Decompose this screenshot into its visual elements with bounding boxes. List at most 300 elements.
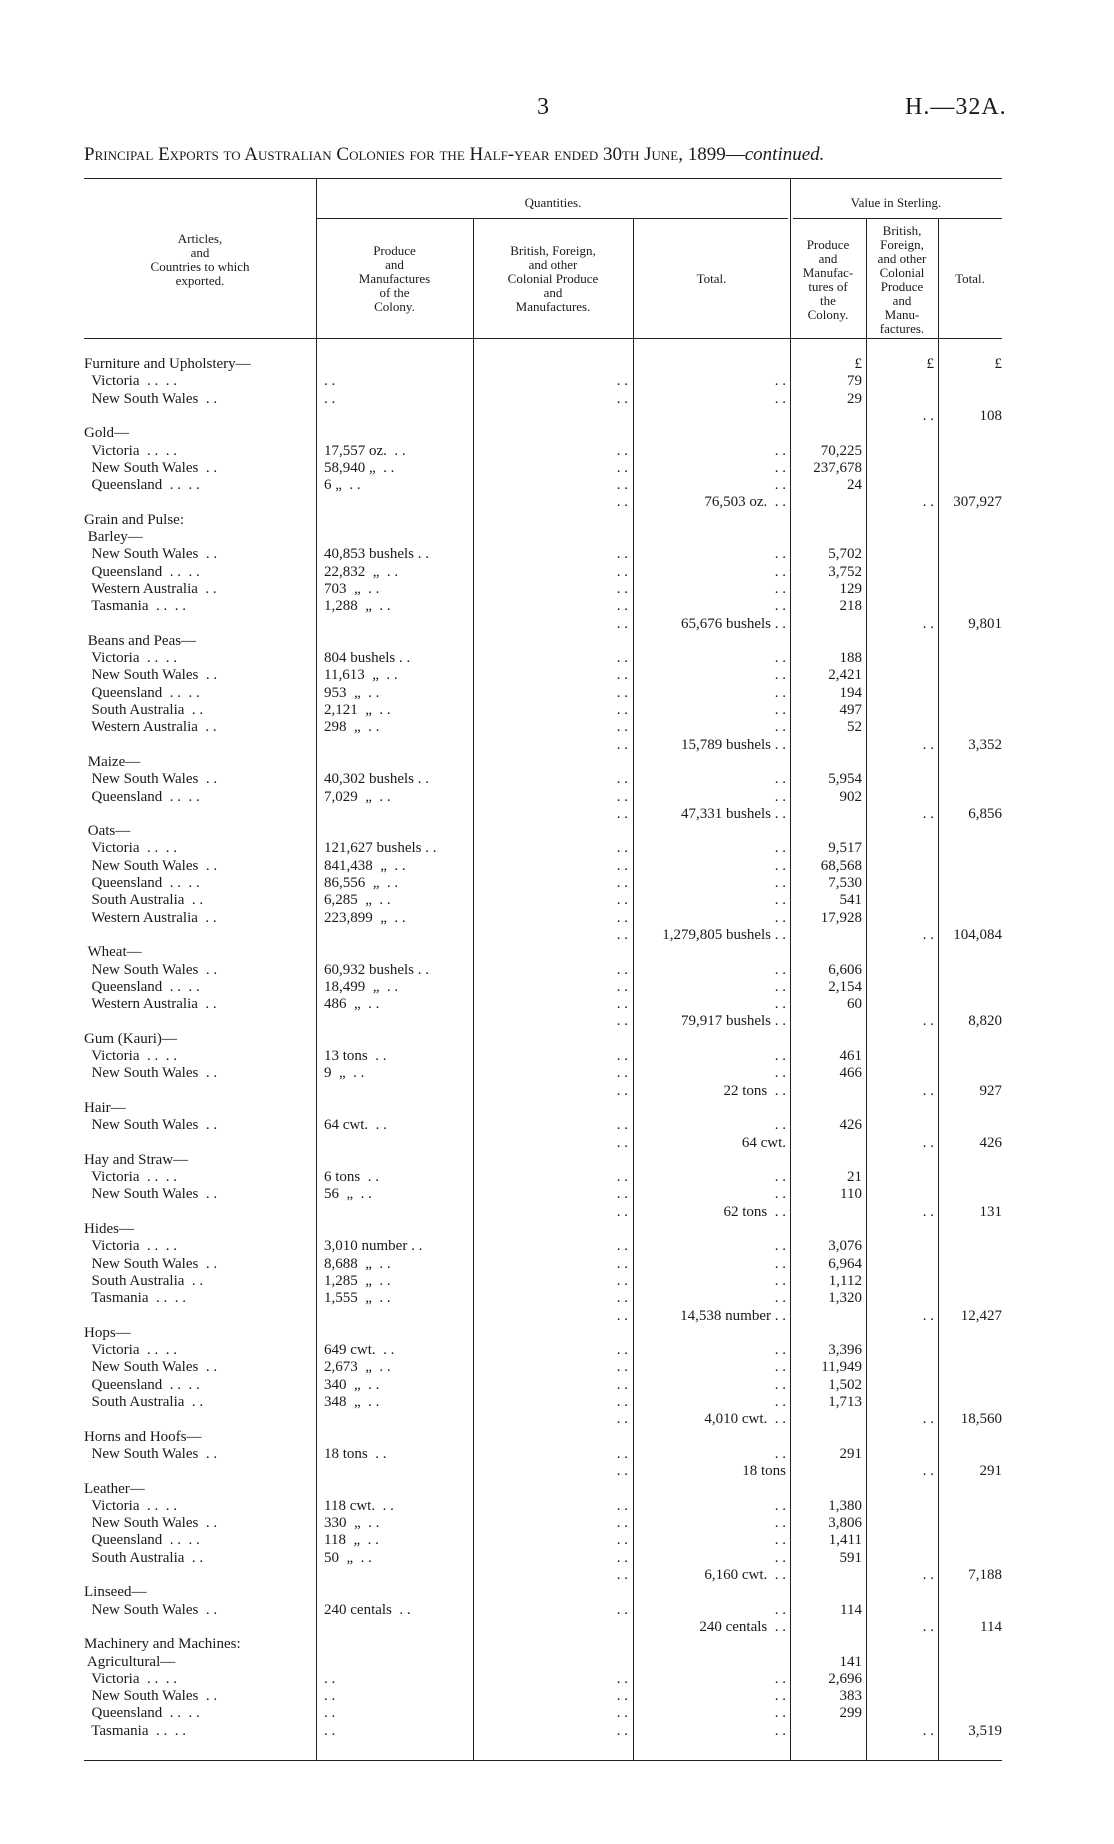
cell-value-produce: 52: [847, 719, 862, 736]
cell-total-qty: . .: [774, 1445, 786, 1462]
cell-total-qty: . .: [774, 1601, 786, 1618]
cell-produce-qty: 118 cwt. . .: [324, 1497, 394, 1514]
row-label: Western Australia . .: [84, 580, 217, 597]
row-label: New South Wales . .: [84, 1515, 218, 1532]
cell-total-qty: . .: [774, 1117, 786, 1134]
cell-value-total: 426: [979, 1134, 1002, 1151]
cell-value-produce: 60: [847, 996, 862, 1013]
cell-total-qty: . .: [774, 996, 786, 1013]
cell-british-qty: . .: [616, 1705, 628, 1722]
row-label: Victoria . . . .: [84, 373, 177, 390]
row-label: Victoria . . . .: [84, 1048, 177, 1064]
cell-british-qty: . .: [616, 926, 628, 943]
cell-produce-qty: 60,932 bushels . .: [324, 961, 429, 978]
cell-produce-qty: 3,010 number . .: [324, 1238, 423, 1255]
cell-british-qty: . .: [616, 1601, 628, 1618]
cell-produce-qty: 6,285 „ . .: [324, 892, 391, 909]
row-label: New South Wales . .: [84, 1255, 218, 1272]
cell-value-british: . .: [922, 1722, 934, 1739]
cell-british-qty: . .: [616, 477, 628, 494]
cell-value-british: . .: [922, 407, 934, 424]
cell-produce-qty: 223,899 „ . .: [324, 909, 406, 926]
cell-produce-qty: 6 tons . .: [324, 1169, 380, 1186]
cell-total-qty: . .: [774, 563, 786, 580]
row-label: Tasmania . . . .: [84, 1290, 186, 1307]
cell-british-qty: . .: [616, 892, 628, 909]
row-label: Wheat—: [84, 944, 142, 961]
cell-produce-qty: 18,499 „ . .: [324, 978, 399, 995]
cell-british-qty: . .: [616, 390, 628, 407]
cell-value-produce: 5,954: [828, 771, 862, 788]
row-label: Queensland . . . .: [84, 978, 200, 995]
cell-produce-qty: 1,285 „ . .: [324, 1272, 391, 1289]
cell-produce-qty: 703 „ . .: [324, 580, 380, 597]
cell-total-qty: 4,010 cwt. . .: [704, 1411, 786, 1428]
cell-total-qty: . .: [774, 857, 786, 874]
cell-value-produce: 1,320: [828, 1290, 862, 1307]
header-bottom-rule: [84, 338, 1002, 339]
cell-value-produce: 5,702: [828, 546, 862, 563]
cell-total-qty: . .: [774, 1359, 786, 1376]
row-label: Beans and Peas—: [84, 632, 197, 649]
row-label: New South Wales . .: [84, 1445, 218, 1462]
cell-value-produce: 17,928: [820, 909, 862, 926]
cell-value-british: . .: [922, 1307, 934, 1324]
cell-british-qty: . .: [616, 909, 628, 926]
cell-value-produce: 426: [839, 1117, 862, 1134]
cell-value-british: . .: [922, 1203, 934, 1220]
cell-british-qty: . .: [616, 1255, 628, 1272]
cell-produce-qty: 56 „ . .: [324, 1186, 372, 1203]
row-label: Grain and Pulse:: [84, 511, 184, 528]
row-label: New South Wales . .: [84, 1186, 218, 1203]
row-label: Western Australia . .: [84, 996, 217, 1013]
row-label: Victoria . . . .: [84, 1670, 177, 1687]
cell-value-total: 307,927: [953, 494, 1002, 511]
cell-total-qty: . .: [774, 978, 786, 995]
cell-value-produce: 29: [847, 390, 862, 407]
cell-value-produce: 3,396: [828, 1342, 862, 1359]
cell-value-produce: 70,225: [820, 442, 862, 459]
header-articles: Articles, and Countries to which exported.: [150, 231, 250, 288]
title-continued: continued.: [744, 144, 825, 165]
title-main: Principal Exports to Australian Colonies for the Half-year ended 30th June, 1899—: [84, 144, 745, 165]
cell-british-qty: . .: [616, 1048, 628, 1064]
cell-total-qty: 65,676 bushels . .: [681, 615, 786, 632]
cell-produce-qty: 486 „ . .: [324, 996, 380, 1013]
cell-produce-qty: 348 „ . .: [324, 1394, 380, 1410]
cell-produce-qty: 22,832 „ . .: [324, 563, 399, 580]
cell-british-qty: . .: [616, 1134, 628, 1151]
row-label: Linseed—: [84, 1584, 147, 1601]
cell-british-qty: . .: [616, 736, 628, 753]
cell-british-qty: . .: [616, 580, 628, 597]
cell-british-qty: . .: [616, 546, 628, 563]
page-title: [84, 144, 1014, 166]
cell-produce-qty: 40,853 bushels . .: [324, 546, 429, 563]
cell-british-qty: . .: [616, 1688, 628, 1705]
cell-total-qty: . .: [774, 442, 786, 459]
cell-produce-qty: 9 „ . .: [324, 1065, 365, 1082]
cell-british-qty: . .: [616, 1394, 628, 1410]
row-label: Victoria . . . .: [84, 1169, 177, 1186]
row-label: Agricultural—: [84, 1653, 176, 1670]
cell-british-qty: . .: [616, 684, 628, 701]
cell-total-qty: . .: [774, 580, 786, 597]
cell-value-produce: 6,964: [828, 1255, 862, 1272]
cell-british-qty: . .: [616, 702, 628, 718]
cell-produce-qty: . .: [324, 1705, 336, 1722]
cell-british-qty: . .: [616, 1013, 628, 1030]
row-label: New South Wales . .: [84, 961, 218, 978]
cell-produce-qty: 40,302 bushels . .: [324, 771, 429, 788]
row-label: New South Wales . .: [84, 1065, 218, 1082]
cell-total-qty: . .: [774, 1272, 786, 1289]
cell-produce-qty: . .: [324, 373, 336, 390]
row-label: Victoria . . . .: [84, 1497, 177, 1514]
cell-produce-qty: 8,688 „ . .: [324, 1255, 391, 1272]
cell-british-qty: . .: [616, 1238, 628, 1255]
cell-total-qty: . .: [774, 546, 786, 563]
cell-total-qty: . .: [774, 892, 786, 909]
cell-total-qty: . .: [774, 1238, 786, 1255]
cell-british-qty: . .: [616, 1411, 628, 1428]
cell-value-total: 3,519: [968, 1722, 1002, 1739]
cell-value-produce: 237,678: [813, 459, 862, 476]
page-number: 3: [537, 94, 549, 120]
row-label: New South Wales . .: [84, 667, 218, 684]
cell-value-produce: 1,713: [828, 1394, 862, 1410]
cell-value-produce: 79: [847, 373, 862, 390]
cell-total-qty: . .: [774, 1376, 786, 1393]
quantities-rule: [316, 218, 788, 219]
cell-total-qty: . .: [774, 390, 786, 407]
cell-produce-qty: 240 centals . .: [324, 1601, 411, 1618]
header-value-british: British, Foreign, and other Colonial Produce and Manu- factures.: [877, 223, 927, 336]
cell-total-qty: . .: [774, 1290, 786, 1307]
cell-british-qty: . .: [616, 719, 628, 736]
cell-value-total: 7,188: [968, 1567, 1002, 1583]
cell-produce-qty: 118 „ . .: [324, 1532, 379, 1549]
cell-value-produce: £: [854, 356, 862, 372]
cell-value-produce: 21: [847, 1169, 862, 1186]
cell-produce-qty: 7,029 „ . .: [324, 788, 391, 805]
cell-total-qty: 76,503 oz. . .: [704, 494, 786, 511]
cell-total-qty: 22 tons . .: [723, 1082, 786, 1099]
cell-total-qty: . .: [774, 1549, 786, 1566]
header-quantities: Quantities.: [524, 195, 582, 210]
cell-value-produce: 1,502: [828, 1376, 862, 1393]
row-label: Hay and Straw—: [84, 1151, 189, 1168]
cell-produce-qty: 841,438 „ . .: [324, 857, 406, 874]
row-label: Queensland . . . .: [84, 788, 200, 805]
cell-value-produce: 466: [839, 1065, 862, 1082]
cell-total-qty: . .: [774, 1705, 786, 1722]
cell-value-british: . .: [922, 736, 934, 753]
cell-british-qty: . .: [616, 961, 628, 978]
cell-value-produce: 2,696: [828, 1670, 862, 1687]
cell-value-total: 104,084: [953, 926, 1002, 943]
cell-british-qty: . .: [616, 494, 628, 511]
cell-value-produce: 6,606: [828, 961, 862, 978]
cell-total-qty: . .: [774, 1048, 786, 1064]
header-value-total: Total.: [955, 271, 985, 286]
cell-value-produce: 461: [839, 1048, 862, 1064]
cell-total-qty: . .: [774, 684, 786, 701]
cell-total-qty: . .: [774, 1497, 786, 1514]
cell-value-produce: 114: [840, 1601, 862, 1618]
cell-british-qty: . .: [616, 1342, 628, 1359]
cell-value-produce: 2,154: [828, 978, 862, 995]
cell-value-produce: 7,530: [828, 875, 862, 891]
row-label: New South Wales . .: [84, 1117, 218, 1134]
cell-total-qty: . .: [774, 477, 786, 494]
cell-produce-qty: . .: [324, 1722, 336, 1739]
row-label: Gold—: [84, 425, 129, 442]
cell-produce-qty: 64 cwt. . .: [324, 1117, 387, 1134]
cell-produce-qty: . .: [324, 390, 336, 407]
cell-total-qty: . .: [774, 961, 786, 978]
row-label: Victoria . . . .: [84, 442, 177, 459]
cell-value-total: 291: [979, 1463, 1002, 1480]
cell-value-produce: 141: [839, 1653, 862, 1670]
value-rule: [793, 218, 1002, 219]
cell-produce-qty: 58,940 „ . .: [324, 459, 395, 476]
cell-value-british: . .: [922, 805, 934, 822]
cell-total-qty: . .: [774, 1688, 786, 1705]
cell-produce-qty: 2,121 „ . .: [324, 702, 391, 718]
cell-value-produce: 68,568: [820, 857, 862, 874]
cell-total-qty: 62 tons . .: [723, 1203, 786, 1220]
row-label: Victoria . . . .: [84, 1238, 177, 1255]
row-label: New South Wales . .: [84, 459, 218, 476]
cell-total-qty: 15,789 bushels . .: [681, 736, 786, 753]
cell-british-qty: . .: [616, 615, 628, 632]
cell-total-qty: 79,917 bushels . .: [681, 1013, 786, 1030]
cell-produce-qty: 953 „ . .: [324, 684, 380, 701]
cell-total-qty: 240 centals . .: [699, 1618, 786, 1635]
row-label: New South Wales . .: [84, 1688, 218, 1705]
cell-total-qty: . .: [774, 771, 786, 788]
cell-total-qty: . .: [774, 1722, 786, 1739]
cell-british-qty: . .: [616, 1549, 628, 1566]
cell-british-qty: . .: [616, 1497, 628, 1514]
cell-total-qty: . .: [774, 1186, 786, 1203]
cell-total-qty: . .: [774, 650, 786, 667]
cell-produce-qty: 6 „ . .: [324, 477, 361, 494]
cell-british-qty: . .: [616, 1515, 628, 1532]
row-label: Barley—: [84, 529, 143, 545]
row-label: Queensland . . . .: [84, 1532, 200, 1549]
row-label: Gum (Kauri)—: [84, 1030, 177, 1047]
cell-total-qty: . .: [774, 702, 786, 718]
row-label: New South Wales . .: [84, 1601, 218, 1618]
cell-value-total: 18,560: [960, 1411, 1002, 1428]
cell-british-qty: . .: [616, 1670, 628, 1687]
cell-british-qty: . .: [616, 1082, 628, 1099]
cell-british-qty: . .: [616, 373, 628, 390]
cell-value-produce: 194: [839, 684, 862, 701]
cell-value-total: 108: [979, 407, 1002, 424]
cell-british-qty: . .: [616, 442, 628, 459]
table-top-rule: [84, 178, 1002, 179]
row-label: South Australia . .: [84, 892, 204, 909]
cell-british-qty: . .: [616, 667, 628, 684]
cell-produce-qty: 18 tons . .: [324, 1445, 387, 1462]
cell-value-produce: 383: [839, 1688, 862, 1705]
cell-total-qty: . .: [774, 598, 786, 615]
cell-value-total: 3,352: [968, 736, 1002, 753]
cell-total-qty: 47,331 bushels . .: [681, 805, 786, 822]
cell-british-qty: . .: [616, 1445, 628, 1462]
row-label: New South Wales . .: [84, 390, 218, 407]
row-label: Machinery and Machines:: [84, 1636, 241, 1653]
cell-british-qty: . .: [616, 1203, 628, 1220]
cell-produce-qty: 17,557 oz. . .: [324, 442, 406, 459]
row-label: Maize—: [84, 753, 141, 770]
cell-produce-qty: 86,556 „ . .: [324, 875, 399, 891]
cell-value-produce: 110: [840, 1186, 862, 1203]
cell-value-produce: 291: [839, 1445, 862, 1462]
cell-produce-qty: . .: [324, 1670, 336, 1687]
row-label: Queensland . . . .: [84, 563, 200, 580]
cell-value-british: . .: [922, 615, 934, 632]
cell-produce-qty: 1,288 „ . .: [324, 598, 391, 615]
cell-total-qty: . .: [774, 1532, 786, 1549]
cell-british-qty: . .: [616, 996, 628, 1013]
cell-british-qty: . .: [616, 1463, 628, 1480]
cell-total-qty: . .: [774, 667, 786, 684]
page-reference: H.—32A.: [905, 94, 1007, 120]
col-divider: [316, 178, 317, 1760]
cell-british-qty: . .: [616, 840, 628, 857]
cell-produce-qty: 340 „ . .: [324, 1376, 380, 1393]
cell-british-qty: . .: [616, 598, 628, 615]
cell-value-produce: 3,076: [828, 1238, 862, 1255]
row-label: Hides—: [84, 1221, 134, 1237]
row-label: Queensland . . . .: [84, 1705, 200, 1722]
col-divider: [633, 218, 634, 1760]
cell-value-british: . .: [922, 1463, 934, 1480]
cell-value-total: 9,801: [968, 615, 1002, 632]
cell-total-qty: . .: [774, 719, 786, 736]
cell-british-qty: . .: [616, 978, 628, 995]
col-divider: [473, 218, 474, 1760]
cell-total-qty: . .: [774, 1169, 786, 1186]
cell-british-qty: . .: [616, 1376, 628, 1393]
cell-value-british: £: [926, 356, 934, 372]
cell-value-produce: 902: [839, 788, 862, 805]
cell-value-total: 927: [979, 1082, 1002, 1099]
cell-british-qty: . .: [616, 788, 628, 805]
cell-value-produce: 129: [839, 580, 862, 597]
cell-british-qty: . .: [616, 1290, 628, 1307]
cell-value-total: 12,427: [960, 1307, 1002, 1324]
row-label: Queensland . . . .: [84, 477, 200, 494]
row-label: South Australia . .: [84, 702, 204, 718]
cell-value-produce: 3,806: [828, 1515, 862, 1532]
header-value-produce: Produce and Manufac- tures of the Colony.: [802, 237, 854, 322]
cell-value-produce: 2,421: [828, 667, 862, 684]
row-label: Victoria . . . .: [84, 840, 177, 857]
cell-total-qty: . .: [774, 909, 786, 926]
cell-value-produce: 1,380: [828, 1497, 862, 1514]
cell-produce-qty: 1,555 „ . .: [324, 1290, 391, 1307]
col-divider: [790, 178, 791, 1760]
cell-british-qty: . .: [616, 1567, 628, 1583]
cell-value-british: . .: [922, 1618, 934, 1635]
cell-value-produce: 497: [839, 702, 862, 718]
cell-british-qty: . .: [616, 875, 628, 891]
row-label: Hops—: [84, 1324, 131, 1341]
cell-value-produce: 3,752: [828, 563, 862, 580]
cell-british-qty: . .: [616, 650, 628, 667]
row-label: Queensland . . . .: [84, 684, 200, 701]
header-produce: Produce and Manufactures of the Colony.: [358, 243, 431, 314]
cell-british-qty: . .: [616, 1169, 628, 1186]
cell-value-total: 131: [979, 1203, 1002, 1220]
cell-value-british: . .: [922, 1082, 934, 1099]
col-divider: [866, 218, 867, 1760]
row-label: Hair—: [84, 1099, 126, 1116]
row-label: Horns and Hoofs—: [84, 1428, 202, 1445]
cell-total-qty: 14,538 number . .: [680, 1307, 786, 1324]
cell-total-qty: . .: [774, 1394, 786, 1410]
cell-value-produce: 299: [839, 1705, 862, 1722]
cell-total-qty: . .: [774, 788, 786, 805]
row-label: New South Wales . .: [84, 1359, 218, 1376]
cell-produce-qty: 804 bushels . .: [324, 650, 411, 667]
row-label: Queensland . . . .: [84, 875, 200, 891]
cell-british-qty: . .: [616, 1186, 628, 1203]
row-label: Oats—: [84, 823, 131, 840]
row-label: South Australia . .: [84, 1394, 204, 1410]
cell-value-total: 6,856: [968, 805, 1002, 822]
row-label: Leather—: [84, 1480, 145, 1497]
cell-british-qty: . .: [616, 1117, 628, 1134]
cell-british-qty: . .: [616, 563, 628, 580]
cell-total-qty: 18 tons: [742, 1463, 786, 1480]
header-value: Value in Sterling.: [850, 195, 942, 210]
cell-total-qty: 1,279,805 bushels . .: [662, 926, 786, 943]
cell-british-qty: . .: [616, 1359, 628, 1376]
cell-value-british: . .: [922, 1411, 934, 1428]
header-british: British, Foreign, and other Colonial Produce and Manufactures.: [507, 243, 599, 314]
cell-produce-qty: 330 „ . .: [324, 1515, 380, 1532]
cell-value-total: £: [994, 356, 1002, 372]
cell-british-qty: . .: [616, 857, 628, 874]
row-label: New South Wales . .: [84, 857, 218, 874]
cell-british-qty: . .: [616, 1065, 628, 1082]
row-label: New South Wales . .: [84, 546, 218, 563]
cell-value-british: . .: [922, 1013, 934, 1030]
table-bottom-rule: [84, 1760, 1002, 1761]
cell-produce-qty: 11,613 „ . .: [324, 667, 398, 684]
cell-total-qty: . .: [774, 1515, 786, 1532]
row-label: Tasmania . . . .: [84, 1722, 186, 1739]
cell-british-qty: . .: [616, 1272, 628, 1289]
cell-total-qty: 64 cwt.: [741, 1134, 786, 1151]
cell-produce-qty: 50 „ . .: [324, 1549, 372, 1566]
cell-british-qty: . .: [616, 459, 628, 476]
cell-total-qty: . .: [774, 373, 786, 390]
cell-total-qty: . .: [774, 875, 786, 891]
row-label: South Australia . .: [84, 1549, 204, 1566]
cell-value-produce: 1,112: [828, 1272, 862, 1289]
cell-value-british: . .: [922, 926, 934, 943]
cell-value-produce: 11,949: [821, 1359, 862, 1376]
row-label: Victoria . . . .: [84, 1342, 177, 1359]
